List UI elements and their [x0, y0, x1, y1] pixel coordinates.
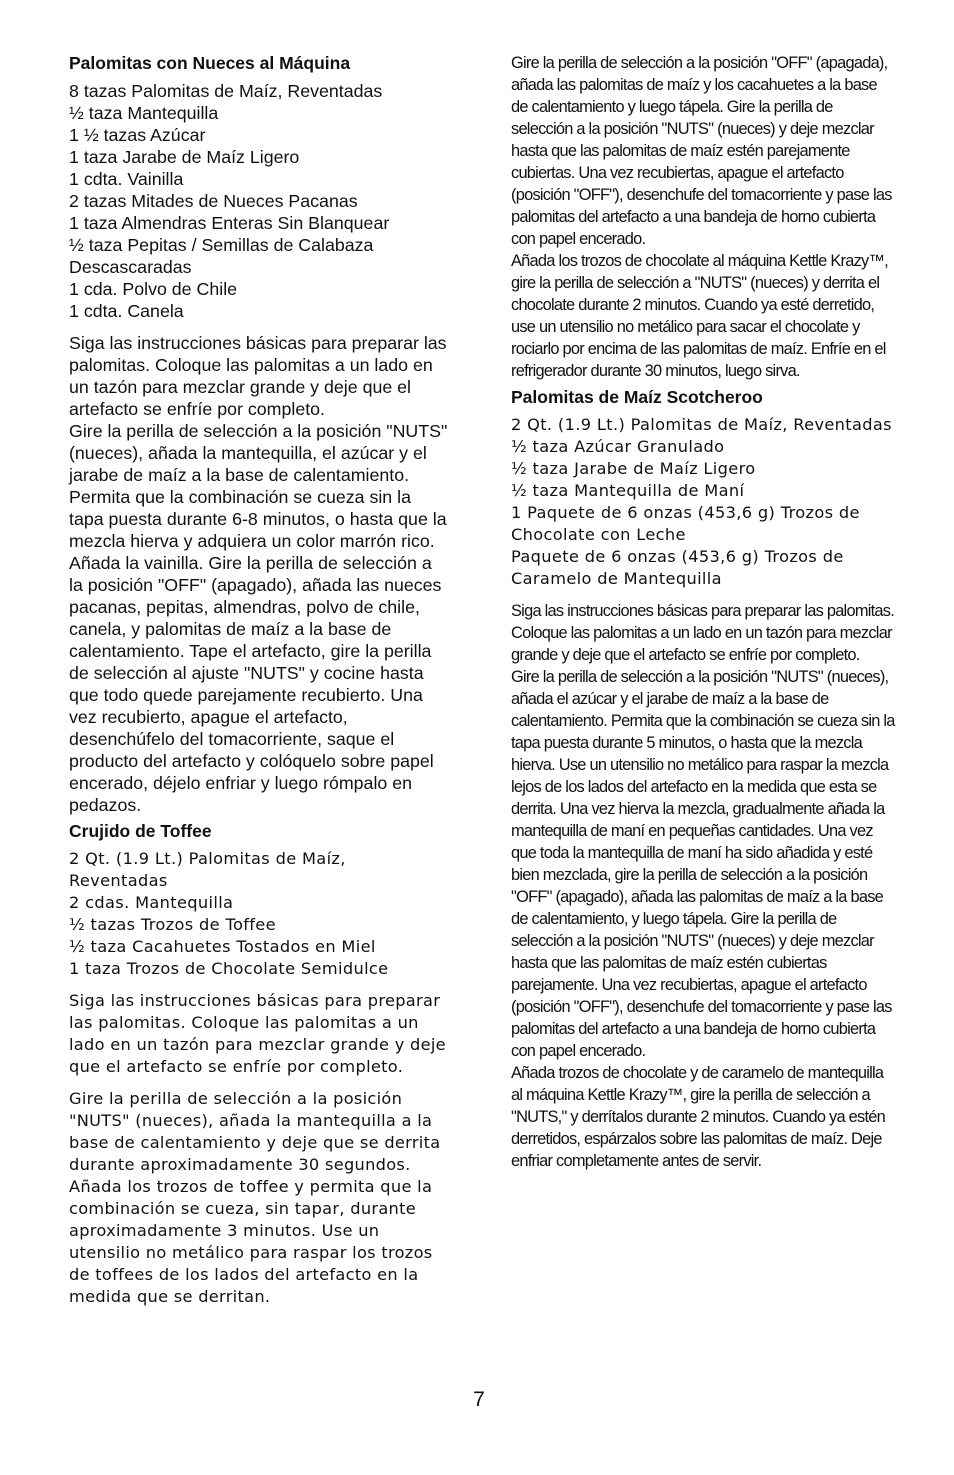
- ingredient-item: 2 cdas. Mantequilla: [69, 893, 234, 912]
- ingredient-list-toffee-crunch: [69, 848, 449, 980]
- instructions-paragraph: Añada los trozos de chocolate al máquina Kettle Krazy™, gire la perilla de selección a "NUTS" (nueces) y derrita el chocolate durante 2 minutos. Cuando ya esté derretido, use un utensilio no metálico para sacar el chocolate y rociarlo por encima de las palomitas de maíz. Enfríe en el refrigerador durante 30 minutos, luego sirva.: [511, 252, 888, 380]
- instructions-paragraph: Gire la perilla de selección a la posición "OFF" (apagada), añada las palomitas de maíz y los cacahuetes a la base de calentamiento y luego tápela. Gire la perilla de selección a la posición "NUTS" (nueces) y deje mezclar hasta que las palomitas de maíz estén parejamente cubiertas. Una vez recubiertas, apague el artefacto (posición "OFF"), desenchufe del tomacorriente y pase las palomitas del artefacto a una bandeja de horno cubierta con papel encerado.: [511, 54, 892, 248]
- ingredient-item: 2 Qt. (1.9 Lt.) Palomitas de Maíz, Reventadas: [511, 415, 892, 434]
- ingredient-item: ½ taza Azúcar Granulado: [511, 437, 725, 456]
- instructions-paragraph: Siga las instrucciones básicas para preparar las palomitas. Coloque las palomitas a un lado en un tazón para mezclar grande y deje que el artefacto se enfríe por completo.: [69, 333, 447, 419]
- ingredient-item: 8 tazas Palomitas de Maíz, Reventadas: [69, 81, 383, 101]
- ingredient-item: ½ taza Pepitas / Semillas de Calabaza Descascaradas: [69, 235, 374, 277]
- instructions-paragraph: Gire la perilla de selección a la posición "NUTS" (nueces), añada el azúcar y el jarabe de maíz a la base de calentamiento. Permita que la combinación se cueza sin la tapa puesta durante 5 minutos, o hasta que la mezcla hierva. Use un utensilio no metálico para raspar la mezcla lejos de los lados del artefacto en la medida que esta se derrita. Una vez hierva la mezcla, gradualmente añada la mantequilla de maní en pequeñas cantidades. Una vez que toda la mantequilla de maní ha sido añadida y esté bien mezclada, gire la perilla de selección a la posición "OFF" (apagado), añada las palomitas de maíz a la base de calentamiento, y luego tápela. Gire la perilla de selección a la posición "NUTS" (nueces) y deje mezclar hasta que las palomitas de maíz estén cubiertas parejamente. Una vez recubiertas, apague el artefacto (posición "OFF"), desenchufe del tomacorriente y pase las palomitas del artefacto a una bandeja de horno cubierta con papel encerado.: [511, 668, 895, 1060]
- ingredient-item: 1 taza Almendras Enteras Sin Blanquear: [69, 213, 390, 233]
- ingredient-item: Paquete de 6 onzas (453,6 g) Trozos de Caramelo de Mantequilla: [511, 547, 844, 588]
- instructions-paragraph: Gire la perilla de selección a la posición "NUTS" (nueces), añada la mantequilla a la base de calentamiento y deje que se derrita durante aproximadamente 30 segundos. Añada los trozos de toffee y permita que la combinación se cueza, sin tapar, durante aproximadamente 3 minutos. Use un utensilio no metálico para raspar los trozos de toffees de los lados del artefacto en la medida que se derritan.: [69, 1089, 441, 1306]
- right-column: [511, 52, 896, 1172]
- ingredient-item: ½ tazas Trozos de Toffee: [69, 915, 276, 934]
- ingredient-item: 1 cdta. Vainilla: [69, 169, 184, 189]
- instructions-paragraph: Siga las instrucciones básicas para preparar las palomitas. Coloque las palomitas a un lado en un tazón para mezclar grande y deje que el artefacto se enfríe por completo.: [69, 991, 446, 1076]
- recipe-title-scotcheroo: Palomitas de Maíz Scotcheroo: [511, 387, 763, 407]
- instructions-paragraph: Añada trozos de chocolate y de caramelo de mantequilla al máquina Kettle Krazy™, gire la perilla de selección a "NUTS," y derrítalos durante 2 minutos. Cuando ya estén derretidos, espárzalos sobre las palomitas de maíz. Deje enfriar completamente antes de servir.: [511, 1064, 885, 1170]
- ingredient-list-scotcheroo: [511, 414, 896, 590]
- ingredient-item: 1 ½ tazas Azúcar: [69, 125, 206, 145]
- recipe-title-toffee-crunch: Crujido de Toffee: [69, 821, 212, 841]
- ingredient-item: ½ taza Jarabe de Maíz Ligero: [511, 459, 756, 478]
- ingredient-list-nut-popcorn: [69, 80, 449, 322]
- ingredient-item: 1 cda. Polvo de Chile: [69, 279, 238, 299]
- ingredient-item: 2 Qt. (1.9 Lt.) Palomitas de Maíz, Reventadas: [69, 849, 346, 890]
- page-number: 7: [473, 1388, 485, 1411]
- ingredient-item: 2 tazas Mitades de Nueces Pacanas: [69, 191, 358, 211]
- ingredient-item: ½ taza Cacahuetes Tostados en Miel: [69, 937, 376, 956]
- instructions-paragraph: Gire la perilla de selección a la posición "NUTS" (nueces), añada la mantequilla, el azúcar y el jarabe de maíz a la base de calentamiento. Permita que la combinación se cueza sin la tapa puesta durante 6-8 minutos, o hasta que la mezcla hierva y adquiera un color marrón rico. Añada la vainilla. Gire la perilla de selección a la posición "OFF" (apagado), añada las nueces pacanas, pepitas, almendras, polvo de chile, canela, y palomitas de maíz a la base de calentamiento. Tape el artefacto, gire la perilla de selección al ajuste "NUTS" y cocine hasta que todo quede parejamente recubierto. Una vez recubierto, apague el artefacto, desenchúfelo del tomacorriente, saque el producto del artefacto y colóquelo sobre papel encerado, déjelo enfriar y luego rómpalo en pedazos.: [69, 421, 448, 815]
- recipe-title-nut-popcorn: Palomitas con Nueces al Máquina: [69, 53, 351, 73]
- ingredient-item: 1 taza Jarabe de Maíz Ligero: [69, 147, 300, 167]
- instructions-paragraph: Siga las instrucciones básicas para preparar las palomitas. Coloque las palomitas a un lado en un tazón para mezclar grande y deje que el artefacto se enfríe por completo.: [511, 602, 895, 664]
- ingredient-item: ½ taza Mantequilla de Maní: [511, 481, 745, 500]
- ingredient-item: 1 cdta. Canela: [69, 301, 184, 321]
- ingredient-item: ½ taza Mantequilla: [69, 103, 219, 123]
- ingredient-item: 1 taza Trozos de Chocolate Semidulce: [69, 959, 389, 978]
- left-column: [69, 52, 449, 1308]
- ingredient-item: 1 Paquete de 6 onzas (453,6 g) Trozos de Chocolate con Leche: [511, 503, 860, 544]
